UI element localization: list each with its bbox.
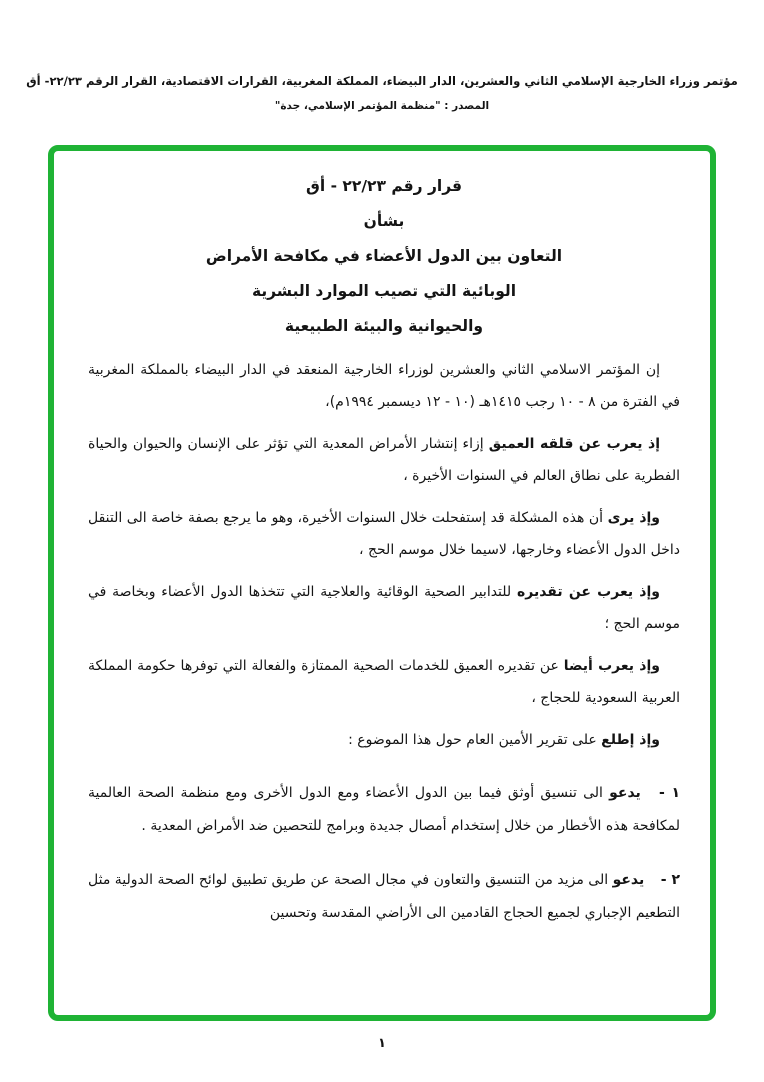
clause-lead: وإذ إطلع bbox=[601, 732, 660, 748]
item-text: الى تنسيق أوثق فيما بين الدول الأعضاء ومع الدول الأخرى ومع منظمة الصحة العالمية لمكافحة هذه الأخطار من خلال إستخدام أمصال جديدة وبرامج للتحصين ضد الأمراض المعدية . bbox=[88, 785, 680, 834]
operative-item-1 bbox=[88, 777, 680, 843]
clause-lead: إذ يعرب عن قلقه العميق bbox=[488, 436, 660, 452]
clause-lead: وإذ يرى bbox=[607, 510, 660, 526]
clause-appreciation-also bbox=[88, 650, 680, 714]
item-lead: يدعو bbox=[612, 872, 645, 888]
paragraph-text: أن هذه المشكلة قد إستفحلت خلال السنوات الأخيرة، وهو ما يرجع بصفة خاصة الى التنقل داخل الدول الأعضاء وخارجها، لاسيما خلال موسم الحج ، bbox=[88, 510, 680, 558]
clause-lead: وإذ يعرب أيضا bbox=[563, 658, 660, 674]
item-number: ٢ - bbox=[660, 872, 681, 888]
resolution-subject-line-3: والحيوانية والبيئة الطبيعية bbox=[284, 317, 484, 335]
paragraph-text: إزاء إنتشار الأمراض المعدية التي تؤثر على الإنسان والحيوان والحياة الفطرية على نطاق العالم في السنوات الأخيرة ، bbox=[88, 436, 680, 484]
resolution-title-block bbox=[88, 169, 680, 344]
preamble-paragraph bbox=[88, 354, 680, 418]
clause-deep-concern bbox=[88, 428, 680, 492]
document-source-line: مؤتمر وزراء الخارجية الإسلامي الثاني والعشرين، الدار البيضاء، المملكة المغربية، القرارات الاقتصادية، القرار الرقم ٢٢/٢٣- أق bbox=[26, 74, 738, 88]
resolution-number-line: قرار رقم ٢٢/٢٣ - أق bbox=[306, 177, 462, 195]
clause-having-reviewed bbox=[88, 724, 680, 756]
resolution-subject-line-1: التعاون بين الدول الأعضاء في مكافحة الأمراض bbox=[205, 247, 563, 265]
item-text: الى مزيد من التنسيق والتعاون في مجال الصحة عن طريق تطبيق لوائح الصحة الدولية مثل التطعيم الإجباري لجميع الحجاج القادمين الى الأراضي المقدسة وتحسين bbox=[88, 872, 680, 921]
resolution-body bbox=[88, 354, 680, 930]
clause-lead: وإذ يعرب عن تقديره bbox=[516, 584, 660, 600]
paragraph-text: على تقرير الأمين العام حول هذا الموضوع : bbox=[348, 732, 597, 748]
document-source-publisher: المصدر : "منظمة المؤتمر الإسلامي، جدة" bbox=[274, 100, 490, 112]
clause-appreciation bbox=[88, 576, 680, 640]
paragraph-text: إن المؤتمر الاسلامي الثاني والعشرين لوزراء الخارجية المنعقد في الدار البيضاء بالمملكة المغربية في الفترة من ٨ - ١٠ رجب ١٤١٥هـ (١٠ - ١٢ ديسمبر ١٩٩٤م)، bbox=[88, 362, 680, 410]
resolution-regarding-line: بشأن bbox=[363, 212, 405, 230]
operative-item-2 bbox=[88, 864, 680, 930]
paragraph-text: للتدابير الصحية الوقائية والعلاجية التي تتخذها الدول الأعضاء وبخاصة في موسم الحج ؛ bbox=[88, 584, 680, 632]
clause-considering bbox=[88, 502, 680, 566]
item-number: ١ - bbox=[659, 785, 681, 801]
document-frame bbox=[48, 145, 716, 1021]
paragraph-text: عن تقديره العميق للخدمات الصحية الممتازة والفعالة التي توفرها حكومة المملكة العربية السعودية للحجاج ، bbox=[88, 658, 680, 706]
document-content bbox=[54, 151, 710, 1015]
resolution-subject-line-2: الوبائية التي تصيب الموارد البشرية bbox=[251, 282, 517, 300]
item-lead: يدعو bbox=[609, 785, 641, 801]
page-number: ١ bbox=[378, 1036, 386, 1051]
